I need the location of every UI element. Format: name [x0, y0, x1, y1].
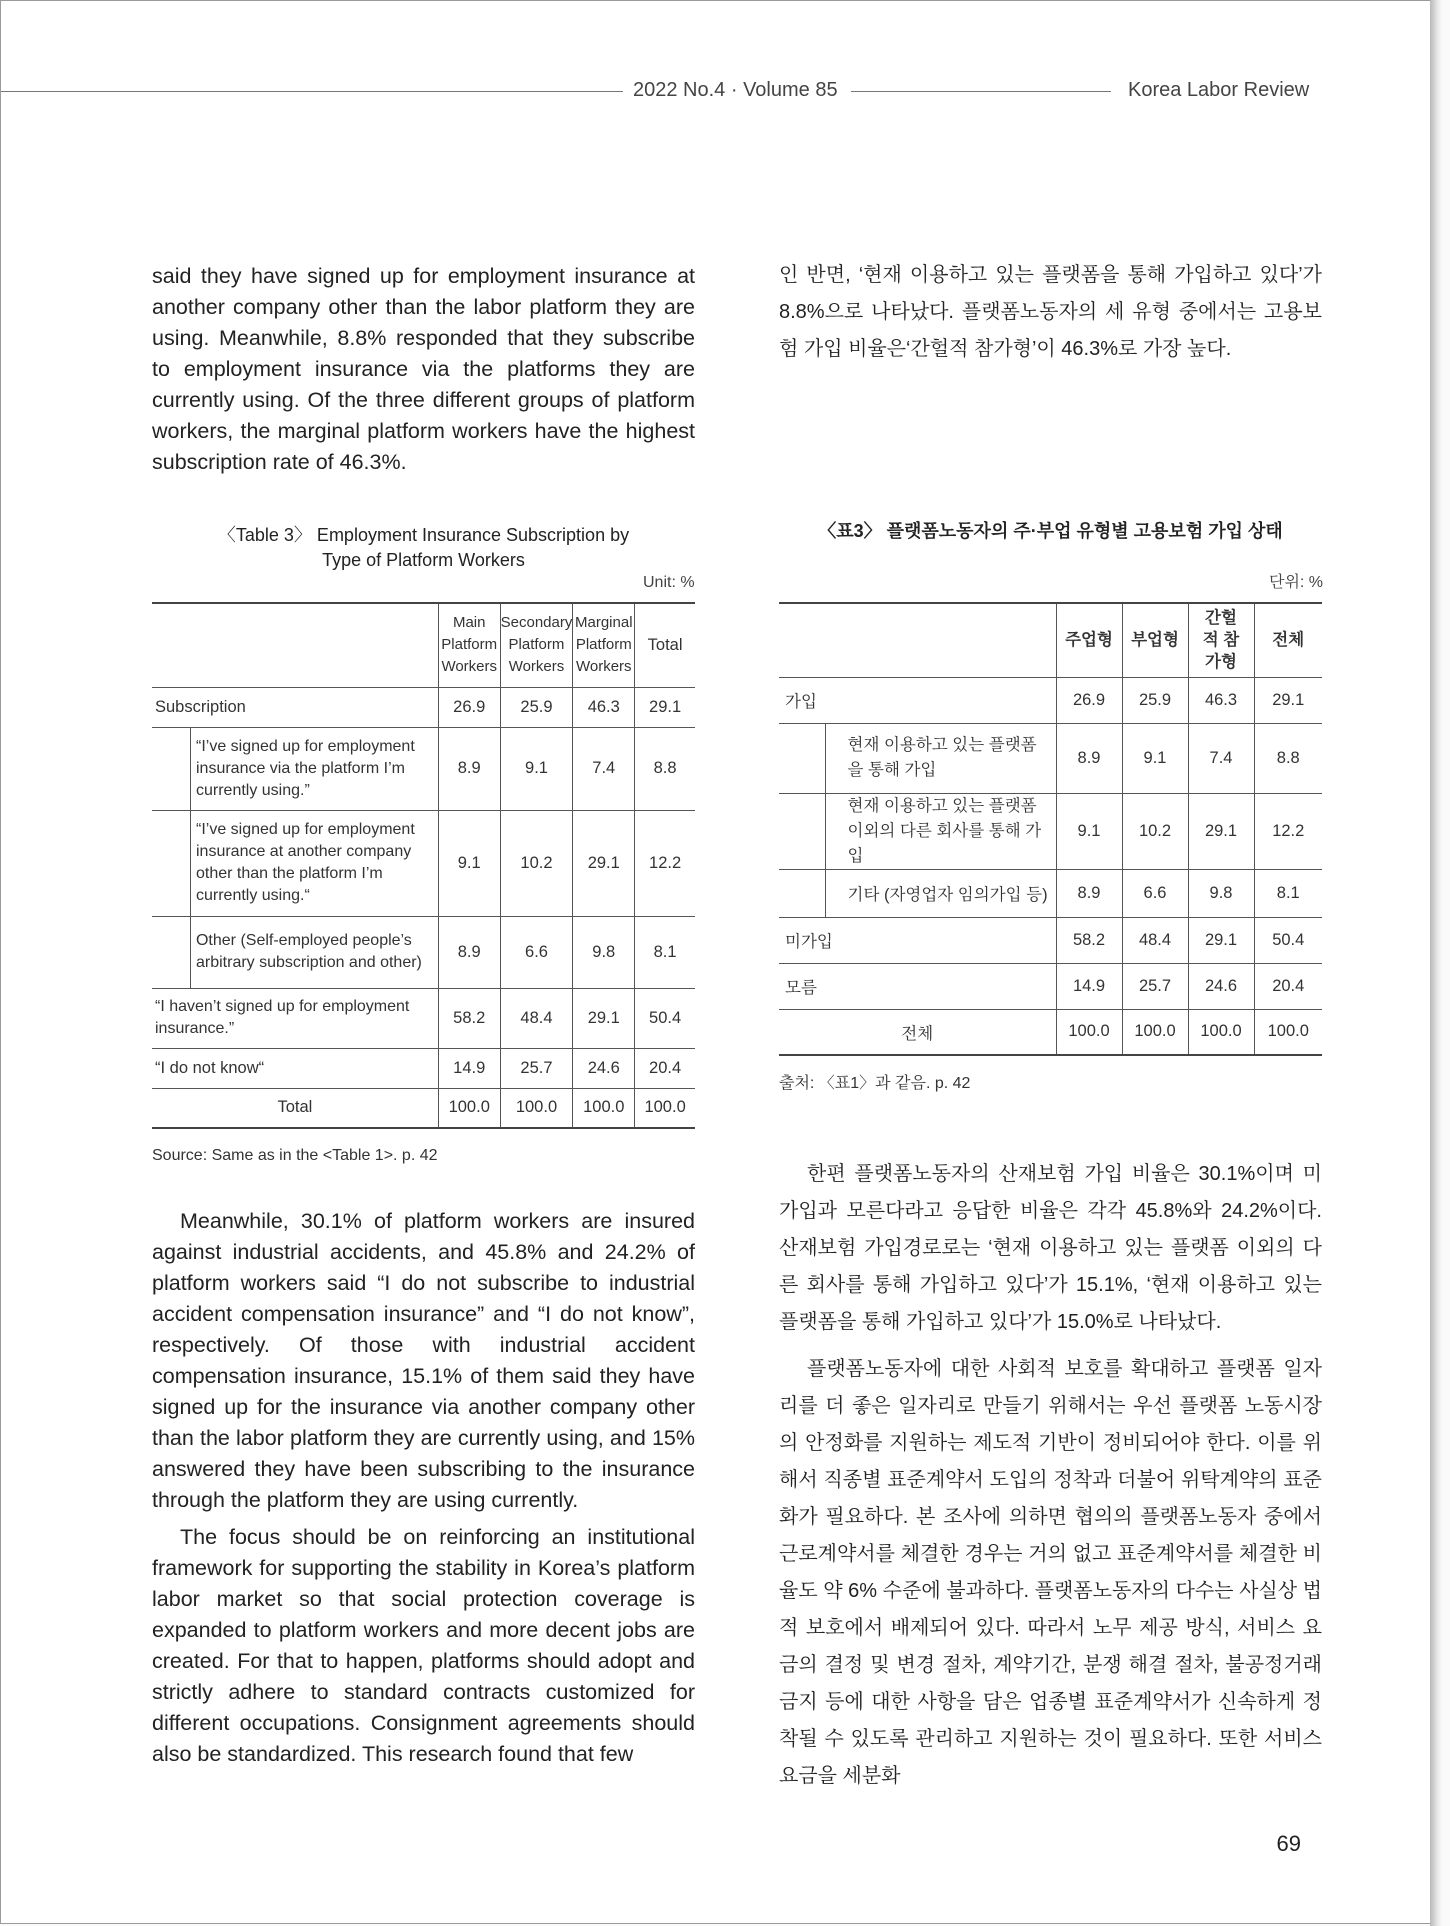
body-paragraph-en-3: The focus should be on reinforcing an institutional framework for supporting the stability in Korea’s platform labor market so that social protection coverage is expanded to platform workers and more decent jobs are created. For that to happen, platforms should adopt and strictly adhere to standard contracts customized for different occupations. Consignment agreements should also be standardized. This research found that few: [152, 1525, 695, 1766]
row-label: “I’ve signed up for employment insurance via the platform I’m currently using.”: [190, 727, 438, 810]
cell: 9.1: [1122, 723, 1188, 793]
cell: 8.9: [1056, 869, 1122, 917]
cell: 9.1: [1056, 793, 1122, 869]
cell: 29.1: [1188, 793, 1254, 869]
header-rule-middle: [851, 91, 1111, 92]
right-bottom-column: [779, 1156, 1322, 1795]
cell: 46.3: [573, 687, 635, 727]
table-row: [152, 988, 695, 1048]
row-label: Subscription: [155, 697, 246, 716]
page-number: 69: [1276, 1831, 1301, 1856]
table-kr-title: 〈표3〉 플랫폼노동자의 주·부업 유형별 고용보험 가입 상태: [818, 521, 1283, 541]
table-row: [152, 1088, 695, 1128]
cell: 9.8: [1188, 869, 1254, 917]
cell: 26.9: [1056, 677, 1122, 723]
cell: 29.1: [573, 810, 635, 916]
cell: 100.0: [1254, 1009, 1322, 1055]
cell: 100.0: [1188, 1009, 1254, 1055]
cell: 25.9: [1122, 677, 1188, 723]
table-en-header-marginal: Marginal Platform Workers: [573, 603, 635, 687]
cell: 26.9: [438, 687, 500, 727]
cell: 12.2: [1254, 793, 1322, 869]
cell: 25.7: [500, 1048, 573, 1088]
cell: 29.1: [635, 687, 695, 727]
table-en-title: [152, 523, 695, 573]
table-kr-header-row: [779, 603, 1322, 677]
row-label: 기타 (자영업자 임의가입 등): [825, 869, 1056, 917]
cell: 8.1: [635, 916, 695, 988]
cell: 8.8: [635, 727, 695, 810]
table-row: [779, 1009, 1322, 1055]
table-en-header-row: [152, 603, 695, 687]
table-kr-header-main: 주업형: [1056, 603, 1122, 677]
table-row: [152, 1048, 695, 1088]
body-paragraph-en-1: said they have signed up for employment insurance at another company other than the labor platform they are using. Meanwhile, 8.8% responded that they subscribe to employment insurance via the platforms they are currently using. Of the three different groups of platform workers, the marginal platform workers have the highest subscription rate of 46.3%.: [152, 264, 695, 474]
cell: 10.2: [1122, 793, 1188, 869]
cell: 20.4: [635, 1048, 695, 1088]
header-rule-left: [1, 91, 623, 92]
table-kr-unit: 단위: %: [1269, 574, 1324, 591]
body-paragraph-kr-2: 한편 플랫폼노동자의 산재보험 가입 비율은 30.1%이며 미가입과 모른다라고 응답한 비율은 각각 45.8%와 24.2%이다. 산재보험 가입경로로는 ‘현재 이용하고 있는 플랫폼 이외의 다른 회사를 통해 가입하고 있다’가 15.1%, ‘현재 이용하고 있는 플랫폼을 통해 가입하고 있다’가 15.0%로 나타났다.: [779, 1163, 1322, 1333]
cell: 25.7: [1122, 963, 1188, 1009]
cell: 24.6: [573, 1048, 635, 1088]
cell: 8.9: [438, 916, 500, 988]
cell: 10.2: [500, 810, 573, 916]
row-label: Total: [277, 1098, 313, 1117]
row-label: 가입: [785, 693, 817, 711]
table-row: [152, 916, 695, 988]
cell: 100.0: [438, 1088, 500, 1128]
row-label: 현재 이용하고 있는 플랫폼을 통해 가입: [825, 723, 1056, 793]
cell: 8.8: [1254, 723, 1322, 793]
cell: 9.1: [500, 727, 573, 810]
cell: 14.9: [438, 1048, 500, 1088]
cell: 46.3: [1188, 677, 1254, 723]
cell: 58.2: [1056, 917, 1122, 963]
cell: 8.9: [438, 727, 500, 810]
header-journal: Korea Labor Review: [1128, 79, 1310, 101]
table-kr-header-secondary: 부업형: [1122, 603, 1188, 677]
cell: 50.4: [1254, 917, 1322, 963]
cell: 29.1: [573, 988, 635, 1048]
left-top-column: [152, 261, 695, 478]
cell: 9.1: [438, 810, 500, 916]
table-kr-header-total: 전체: [1254, 603, 1322, 677]
cell: 100.0: [573, 1088, 635, 1128]
cell: 8.1: [1254, 869, 1322, 917]
cell: 29.1: [1188, 917, 1254, 963]
row-label: “I haven’t signed up for employment insurance.”: [155, 998, 410, 1037]
cell: 100.0: [635, 1088, 695, 1128]
header-issue: 2022 No.4 · Volume 85: [633, 79, 838, 101]
cell: 50.4: [635, 988, 695, 1048]
table-row: [779, 723, 1322, 793]
table-en-title-line1: 〈Table 3〉 Employment Insurance Subscription by: [217, 525, 630, 545]
row-label: “I do not know“: [155, 1058, 265, 1077]
cell: 14.9: [1056, 963, 1122, 1009]
table-en-title-line2: Type of Platform Workers: [322, 550, 525, 570]
table-en-header-main: Main Platform Workers: [438, 603, 500, 687]
row-label: 미가입: [785, 933, 833, 951]
cell: 9.8: [573, 916, 635, 988]
table-row: [779, 793, 1322, 869]
cell: 7.4: [573, 727, 635, 810]
cell: 12.2: [635, 810, 695, 916]
row-label: 현재 이용하고 있는 플랫폼 이외의 다른 회사를 통해 가입: [825, 793, 1056, 869]
cell: 58.2: [438, 988, 500, 1048]
cell: 25.9: [500, 687, 573, 727]
table-row: [779, 677, 1322, 723]
row-label: Other (Self-employed people’s arbitrary subscription and other): [190, 916, 438, 988]
table-en: [152, 602, 695, 1129]
cell: 20.4: [1254, 963, 1322, 1009]
row-label: 전체: [901, 1024, 934, 1043]
row-label: 모름: [785, 979, 817, 997]
table-row: [779, 917, 1322, 963]
table-en-header-secondary: Secondary Platform Workers: [500, 603, 573, 687]
page-edge-shadow: [1430, 0, 1442, 1926]
cell: 48.4: [500, 988, 573, 1048]
table-row: [779, 869, 1322, 917]
cell: 100.0: [1122, 1009, 1188, 1055]
table-en-header-total: Total: [635, 603, 695, 687]
table-en-source: Source: Same as in the <Table 1>. p. 42: [152, 1147, 438, 1164]
table-kr-source: 출처: 〈표1〉과 같음. p. 42: [779, 1075, 971, 1092]
cell: 29.1: [1254, 677, 1322, 723]
table-en-unit: Unit: %: [643, 574, 695, 591]
right-top-column: [779, 257, 1322, 368]
table-kr: [779, 602, 1322, 1056]
cell: 24.6: [1188, 963, 1254, 1009]
cell: 100.0: [500, 1088, 573, 1128]
cell: 100.0: [1056, 1009, 1122, 1055]
table-row: [152, 727, 695, 810]
body-paragraph-en-2: Meanwhile, 30.1% of platform workers are insured against industrial accidents, and 45.8% and 24.2% of platform workers said “I do not subscribe to industrial accident compensation insurance” and “I do not know”, respectively. Of those with industrial accident compensation insurance, 15.1% of them said they have signed up for the insurance via another company other than the labor platform they are currently using, and 15% answered they have been subscribing to the insurance through the platform they are using currently.: [152, 1209, 695, 1512]
body-paragraph-kr-3: 플랫폼노동자에 대한 사회적 보호를 확대하고 플랫폼 일자리를 더 좋은 일자리로 만들기 위해서는 우선 플랫폼 노동시장의 안정화를 지원하는 제도적 기반이 정비되어야 한다. 이를 위해서 직종별 표준계약서 도입의 정착과 더불어 위탁계약의 표준화가 필요하다. 본 조사에 의하면 협의의 플랫폼노동자 중에서 근로계약서를 체결한 경우는 거의 없고 표준계약서를 체결한 비율도 약 6% 수준에 불과하다. 플랫폼노동자의 다수는 사실상 법적 보호에서 배제되어 있다. 따라서 노무 제공 방식, 서비스 요금의 결정 및 변경 절차, 계약기간, 분쟁 해결 절차, 불공정거래 금지 등에 대한 사항을 담은 업종별 표준계약서가 신속하게 정착될 수 있도록 관리하고 지원하는 것이 필요하다. 또한 서비스 요금을 세분화: [779, 1358, 1322, 1787]
table-row: [779, 963, 1322, 1009]
row-label: “I’ve signed up for employment insurance at another company other than the platform I’m currently using.“: [190, 810, 438, 916]
cell: 6.6: [500, 916, 573, 988]
cell: 7.4: [1188, 723, 1254, 793]
left-bottom-column: [152, 1206, 695, 1770]
body-paragraph-kr-1: 인 반면, ‘현재 이용하고 있는 플랫폼을 통해 가입하고 있다’가 8.8%으로 나타났다. 플랫폼노동자의 세 유형 중에서는 고용보험 가입 비율은‘간헐적 참가형’이 46.3%로 가장 높다.: [779, 264, 1322, 360]
cell: 6.6: [1122, 869, 1188, 917]
table-row: [152, 810, 695, 916]
table-kr-header-marginal: 간헐적 참가형: [1188, 603, 1254, 677]
cell: 48.4: [1122, 917, 1188, 963]
table-row: [152, 687, 695, 727]
cell: 8.9: [1056, 723, 1122, 793]
